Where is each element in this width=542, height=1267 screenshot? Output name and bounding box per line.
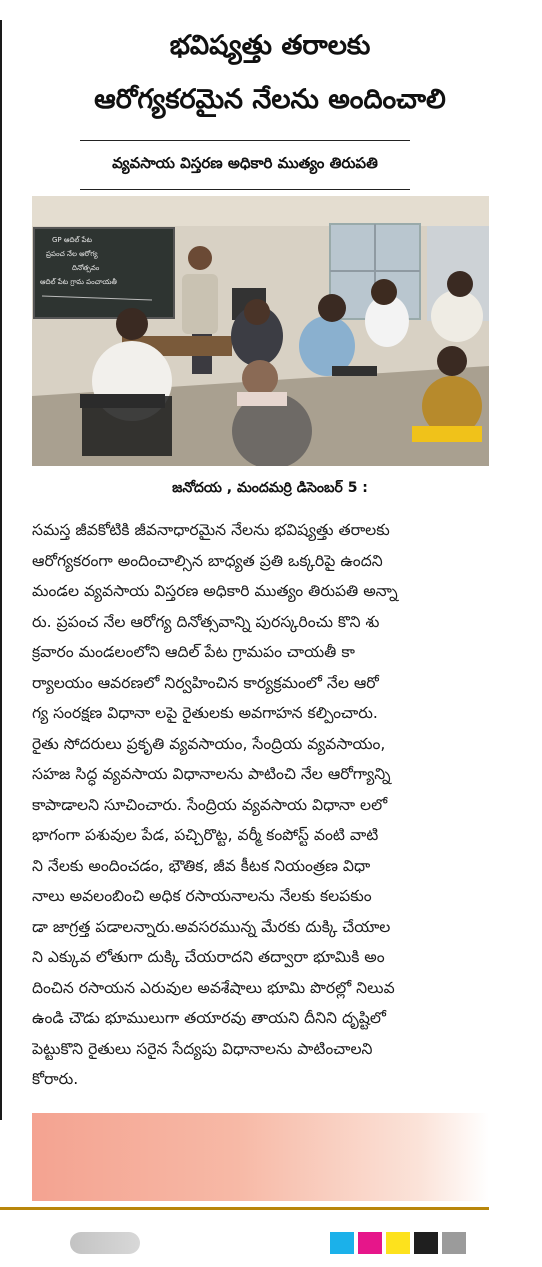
svg-text:దినోత్సవం: దినోత్సవం	[72, 264, 100, 272]
article-line: ని ఎక్కువ లోతుగా దుక్కి చేయరాదని తద్వారా భూమికి అం	[32, 948, 385, 966]
article-line: గ్య సంరక్షణ విధానా లపై రైతులకు అవగాహన కల్పించారు.	[32, 704, 378, 722]
article-line: ని నేలకు అందించడం, భౌతిక, జీవ కీటక నియంత్రణ విధా	[32, 856, 371, 875]
article-line: దించిన రసాయన ఎరువుల అవశేషాలు భూమి పొరల్లో నిలువ	[32, 978, 395, 997]
svg-text:GP ఆదిల్ పేట: GP ఆదిల్ పేట	[52, 236, 92, 244]
black-swatch	[414, 1232, 438, 1254]
advertisement-placeholder	[32, 1113, 489, 1201]
article-line: ర్యాలయం ఆవరణలో నిర్వహించిన కార్యక్రమంలో నేల ఆరో	[32, 673, 379, 692]
news-photo	[32, 196, 489, 466]
article-line: నాలు అవలంబించి అధిక రసాయనాలను నేలకు కలపకుం	[32, 887, 372, 905]
article-line: పెట్టుకొని రైతులు సరైన సేద్యపు విధానాలను పాటించాలని	[32, 1039, 373, 1058]
article-line: భాగంగా పశువుల పేడ, పచ్చిరొట్ట, వర్మీ కంపోస్ట్ వంటి వాటి	[32, 826, 379, 844]
svg-text:ప్రపంచ నేల ఆరోగ్య: ప్రపంచ నేల ఆరోగ్య	[46, 250, 98, 258]
article-line: మండల వ్యవసాయ విస్తరణ అధికారి ముత్యం తిరుపతి అన్నా	[32, 582, 398, 600]
svg-text:ఆదిల్ పేట గ్రామ పంచాయతీ: ఆదిల్ పేట గ్రామ పంచాయతీ	[40, 278, 117, 286]
article-body	[32, 515, 492, 1095]
article-line: సహజ సిద్ధ వ్యవసాయ విధానాలను పాటించి నేల ఆరోగ్యాన్ని	[32, 765, 391, 783]
footer-rule	[0, 1207, 489, 1210]
article-line: రు. ప్రపంచ నేల ఆరోగ్య దినోత్సవాన్ని పురస్కరించు కొని శు	[32, 612, 380, 631]
cyan-swatch	[330, 1232, 354, 1254]
article-line: కాపాడాలని సూచించారు. సేంద్రియ వ్యవసాయ విధానా లలో	[32, 795, 388, 814]
gray-swatch	[442, 1232, 466, 1254]
byline-box	[80, 140, 410, 190]
color-registration-swatches	[330, 1232, 466, 1254]
headline-line-1: భవిష్యత్తు తరాలకు	[169, 30, 371, 61]
headline-line-2: ఆరోగ్యకరమైన నేలను అందించాలి	[94, 84, 446, 115]
article-line: క్రవారం మండలంలోని ఆదిల్ పేట గ్రామపం చాయతీ కా	[32, 643, 355, 661]
byline: వ్యవసాయ విస్తరణ అధికారి ముత్యం తిరుపతి	[112, 154, 378, 172]
article-line: సమస్త జీవకోటికి జీవనాధారమైన నేలను భవిష్యత్తు తరాలకు	[32, 521, 390, 539]
article-line: ఆరోగ్యకరంగా అందించాల్సిన బాధ్యత ప్రతి ఒక్కరిపై ఉందని	[32, 551, 383, 570]
clipped-header-fragment	[40, 0, 310, 8]
article-line: ఉండి చౌడు భూములుగా తయారవు తాయని దీనిని దృష్టిలో	[32, 1009, 386, 1027]
dateline: జనోదయ , మందమర్రి డిసెంబర్ 5 :	[172, 480, 368, 496]
article-line: కోరారు.	[32, 1070, 79, 1088]
article-line: డా జాగ్రత్త పడాలన్నారు.అవసరమున్న మేరకు దుక్కి చేయాల	[32, 917, 391, 936]
magenta-swatch	[358, 1232, 382, 1254]
yellow-swatch	[386, 1232, 410, 1254]
classroom-meeting-photo	[32, 196, 489, 466]
page-left-rule	[0, 20, 2, 1120]
article-line: రైతు సోదరులు ప్రకృతి వ్యవసాయం, సేంద్రియ వ్యవసాయం,	[32, 734, 386, 753]
page-nav-pill[interactable]	[70, 1232, 140, 1254]
